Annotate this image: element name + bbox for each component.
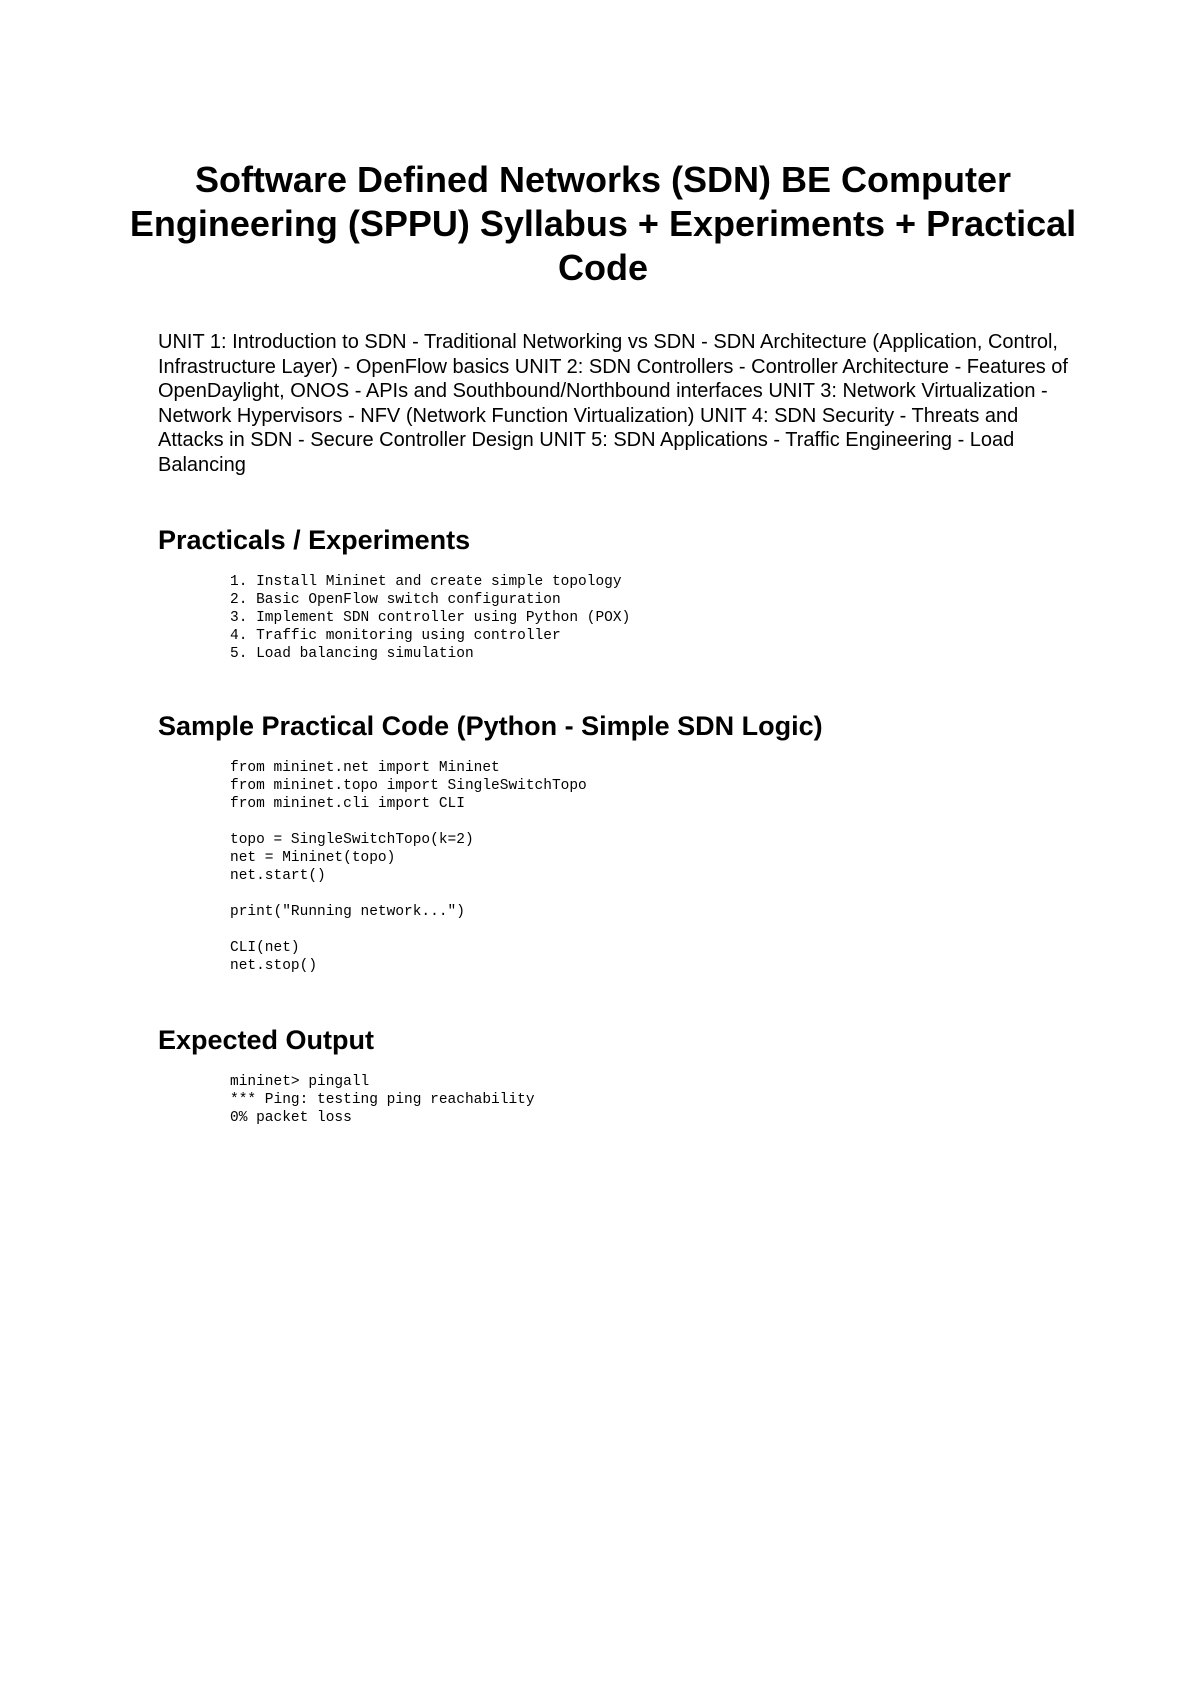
practical-item: 2. Basic OpenFlow switch configuration <box>230 592 561 608</box>
expected-output-heading: Expected Output <box>158 1025 375 1055</box>
sample-code-heading: Sample Practical Code (Python - Simple SDN Logic) <box>158 711 823 741</box>
practicals-list <box>230 573 630 663</box>
syllabus-paragraph: UNIT 1: Introduction to SDN - Traditional Networking vs SDN - SDN Architecture (Application, Control, Infrastructure Layer) - OpenFlow basics UNIT 2: SDN Controllers - Controller Architecture - Features of OpenDaylight, ONOS - APIs and Southbound/Northbound interfaces UNIT 3: Network Virtualization - Network Hypervisors - NFV (Network Function Virtualization) UNIT 4: SDN Security - Threats and Attacks in SDN - Secure Controller Design UNIT 5: SDN Applications - Traffic Engineering - Load Balancing <box>158 331 1068 476</box>
document-title: Software Defined Networks (SDN) BE Computer Engineering (SPPU) Syllabus + Experiments + Practical Code <box>129 159 1077 288</box>
practical-item: 1. Install Mininet and create simple topology <box>230 574 622 590</box>
practical-item: 3. Implement SDN controller using Python (POX) <box>230 610 631 626</box>
expected-output-block: mininet> pingall *** Ping: testing ping reachability 0% packet loss <box>230 1074 535 1126</box>
practical-item: 4. Traffic monitoring using controller <box>230 628 561 644</box>
practical-item: 5. Load balancing simulation <box>230 646 474 662</box>
sample-code-block: from mininet.net import Mininet from mininet.topo import SingleSwitchTopo from mininet.cli import CLI topo = SingleSwitchTopo(k=2) net = Mininet(topo) net.start() print("Running network...") CLI(net) net.stop() <box>230 760 587 974</box>
practicals-heading: Practicals / Experiments <box>158 525 471 555</box>
